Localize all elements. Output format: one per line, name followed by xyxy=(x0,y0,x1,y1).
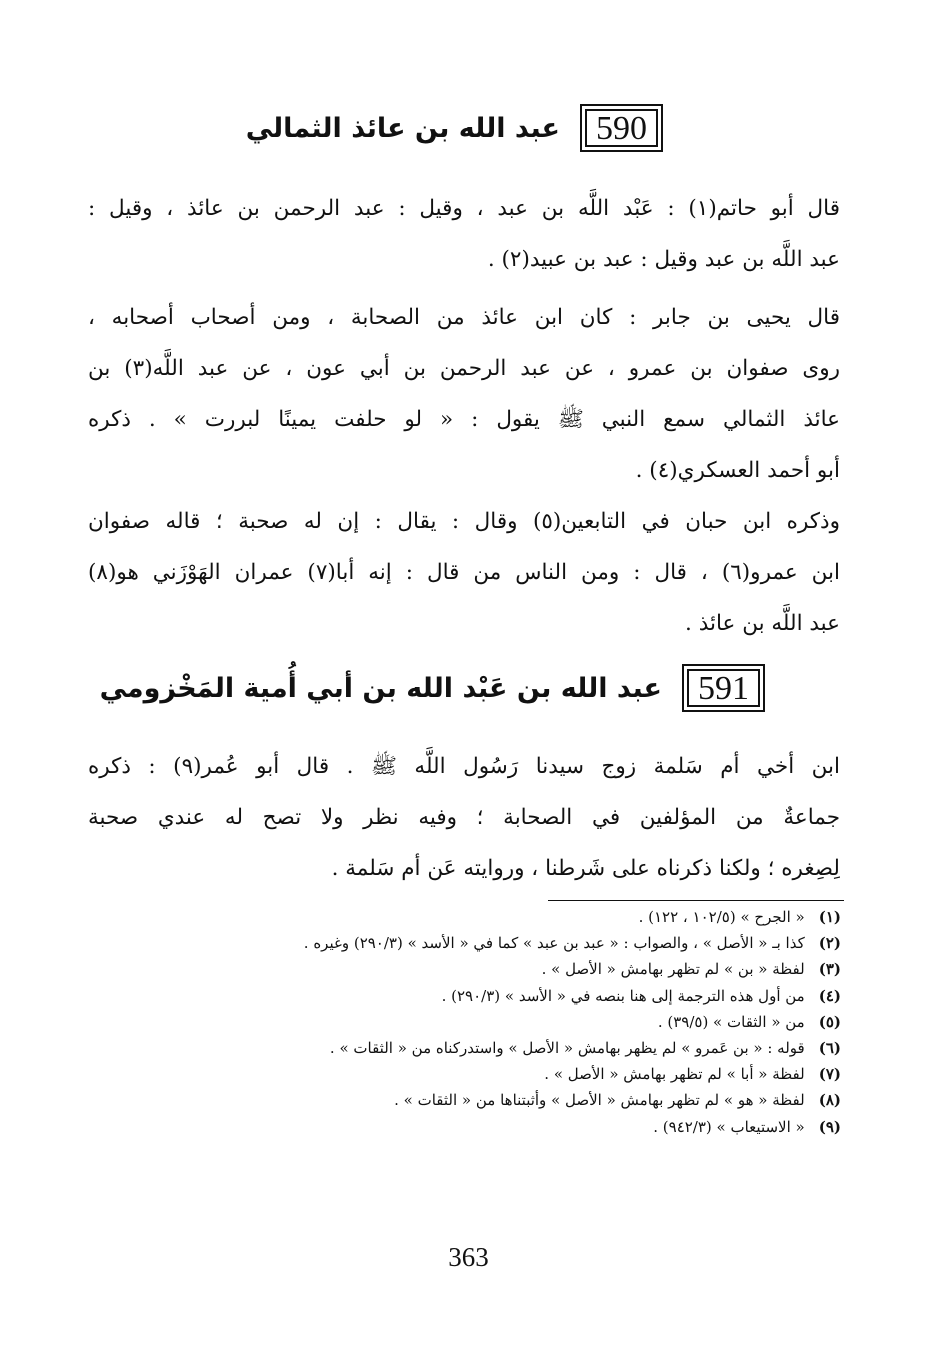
paragraph xyxy=(88,183,840,285)
footnote-text: كذا بـ « الأصل » ، والصواب : « عبد بن عبد » كما في « الأسد » (٢٩٠/٣) وغيره . xyxy=(303,934,805,953)
text-line: لِصِغره ؛ ولكنا ذكرناه على شَرطنا ، وروايته عَن أم سَلمة . xyxy=(331,856,840,881)
paragraph xyxy=(88,741,840,894)
entry-heading-591 xyxy=(100,664,765,712)
entry-heading-590 xyxy=(246,104,663,152)
text-line: وذكره ابن حبان في التابعين(٥) وقال : يقال : إن له صحبة ؛ قاله صفوان xyxy=(88,509,840,534)
footnote xyxy=(121,1035,841,1061)
text-line: قال أبو حاتم(١) : عَبْد اللَّه بن عبد ، وقيل : عبد الرحمن بن عائذ ، وقيل : xyxy=(88,196,840,221)
entry-title: عبد الله بن عَبْد الله بن أبي أُمية المَخْزومي xyxy=(99,672,662,704)
footnote-number: (٨) xyxy=(818,1091,841,1110)
footnote-number: (٣) xyxy=(818,960,841,979)
paragraph xyxy=(88,496,840,649)
footnote-text: من « الثقات » (٣٩/٥) . xyxy=(657,1012,805,1031)
footnote-number: (٩) xyxy=(818,1117,841,1136)
text-line: جماعةٌ من المؤلفين في الصحابة ؛ وفيه نظر ولا تصح له عندي صحبة xyxy=(88,805,840,830)
footnote xyxy=(121,1087,841,1113)
entry-number-box: 590 xyxy=(580,104,663,152)
footnote-text: لفظة « أبا » لم تظهر بهامش « الأصل » . xyxy=(544,1065,805,1084)
text-line: ابن عمرو(٦) ، قال : ومن الناس من قال : إنه أبا(٧) عمران الهَوْزَني هو(٨) xyxy=(88,560,840,585)
footnote-text: « الاستيعاب » (٩٤٢/٣) . xyxy=(653,1117,805,1136)
text-line: ابن أخي أم سَلمة زوج سيدنا رَسُول اللَّه ﷺ . قال أبو عُمر(٩) : ذكره xyxy=(88,754,840,779)
text-line: عبد اللَّه بن عبد وقيل : عبد بن عبيد(٢) . xyxy=(487,247,840,272)
footnote-text: من أول هذه الترجمة إلى هنا بنصه في « الأسد » (٢٩٠/٣) . xyxy=(441,986,805,1005)
footnote xyxy=(121,1061,841,1087)
text-line: عبد اللَّه بن عائذ . xyxy=(685,611,840,636)
entry-number-box: 591 xyxy=(682,664,765,712)
footnote-number: (١) xyxy=(818,908,841,926)
footnote-number: (٥) xyxy=(818,1012,841,1031)
footnote-text: قوله : « بن عَمرو » لم يظهر بهامش « الأصل » واستدركناه من « الثقات » . xyxy=(329,1039,805,1058)
footnote-text: لفظة « بن » لم تظهر بهامش « الأصل » . xyxy=(541,960,805,979)
footnote-number: (٧) xyxy=(818,1065,841,1084)
footnote-number: (٦) xyxy=(818,1039,841,1058)
footnote xyxy=(121,930,841,956)
footnote xyxy=(121,983,841,1009)
footnote xyxy=(121,956,841,982)
entry-title: عبد الله بن عائذ الثمالي xyxy=(245,112,560,144)
footnote-number: (٤) xyxy=(818,986,841,1005)
footnote-text: لفظة « هو » لم تظهر بهامش « الأصل » وأثبتناها من « الثقات » . xyxy=(394,1091,805,1110)
text-line: روى صفوان بن عمرو ، عن عبد الرحمن بن أبي عون ، عن عبد اللَّه(٣) بن xyxy=(88,356,840,381)
page-number: 363 xyxy=(448,1242,489,1272)
paragraph xyxy=(88,292,840,496)
footnote xyxy=(121,1114,841,1140)
text-line: عائذ الثمالي سمع النبي ﷺ يقول : « لو حلفت يمينًا لبررت » . ذكره xyxy=(88,407,840,432)
footnote-text: « الجرح » (١٠٢/٥ ، ١٢٢) . xyxy=(638,908,805,926)
text-line: قال يحيى بن جابر : كان ابن عائذ من الصحابة ، ومن أصحاب أصحابه ، xyxy=(88,305,840,330)
footnote xyxy=(121,904,841,930)
footnote xyxy=(121,1009,841,1035)
footnote-separator xyxy=(548,900,844,901)
text-line: أبو أحمد العسكري(٤) . xyxy=(635,458,840,483)
footnotes xyxy=(121,904,841,1140)
footnote-number: (٢) xyxy=(818,934,841,953)
